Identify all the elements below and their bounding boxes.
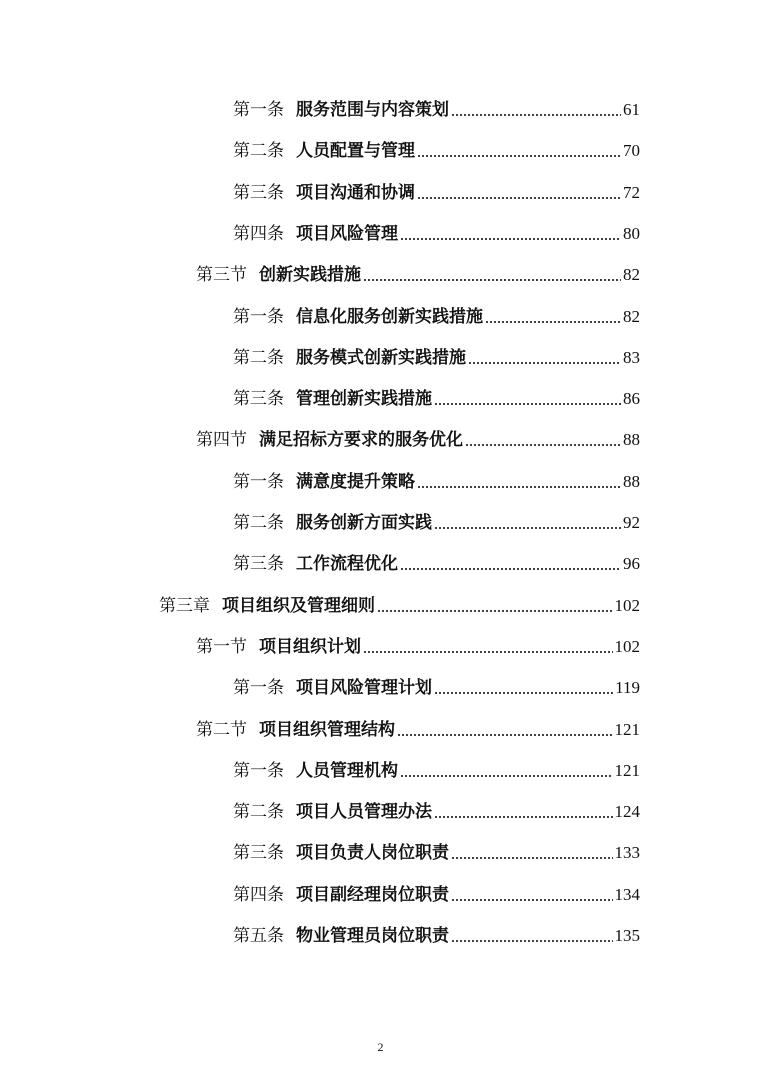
toc-entry-label: 第一条 <box>233 306 284 327</box>
toc-entry-title: 项目组织管理结构 <box>259 719 395 740</box>
dot-leader <box>434 816 613 818</box>
dot-leader <box>485 321 621 323</box>
toc-entry-page: 72 <box>623 182 640 202</box>
toc-entry[interactable] <box>233 546 640 574</box>
toc-entry-page: 88 <box>623 430 640 450</box>
toc-entry-page: 83 <box>623 347 640 367</box>
dot-leader <box>400 238 621 240</box>
dot-leader <box>451 940 613 942</box>
toc-entry-title: 项目组织计划 <box>259 636 361 657</box>
dot-leader <box>417 486 621 488</box>
toc-entry-title: 工作流程优化 <box>296 554 398 575</box>
toc-entry-title: 满足招标方要求的服务优化 <box>259 430 463 451</box>
toc-entry[interactable] <box>233 877 640 905</box>
toc-entry-title: 项目人员管理办法 <box>296 802 432 823</box>
toc-entry-page: 134 <box>614 884 640 904</box>
toc-entry-page: 86 <box>623 389 640 409</box>
toc-entry-title: 服务范围与内容策划 <box>296 100 449 120</box>
toc-entry-title: 项目风险管理 <box>296 223 398 244</box>
dot-leader <box>400 568 621 570</box>
toc-entry-page: 82 <box>623 265 640 285</box>
toc-entry-title: 服务模式创新实践措施 <box>296 347 466 368</box>
toc-entry[interactable] <box>196 712 640 740</box>
dot-leader <box>377 610 613 612</box>
toc-entry[interactable] <box>196 257 640 285</box>
dot-leader <box>417 197 621 199</box>
toc-entry-title: 物业管理员岗位职责 <box>296 926 449 946</box>
toc-entry[interactable] <box>196 629 640 657</box>
toc-entry-page: 135 <box>614 926 640 945</box>
toc-entry[interactable] <box>233 133 640 161</box>
toc-entry-label: 第三条 <box>233 389 284 410</box>
toc-entry[interactable] <box>233 299 640 327</box>
toc-entry[interactable] <box>233 794 640 822</box>
toc-entry-label: 第五条 <box>233 926 284 946</box>
toc-entry-title: 人员管理机构 <box>296 760 398 781</box>
toc-entry-label: 第三章 <box>159 595 210 616</box>
toc-entry-page: 88 <box>623 471 640 491</box>
toc-entry-label: 第二节 <box>196 719 247 740</box>
toc-entry-label: 第三条 <box>233 554 284 575</box>
toc-entry-label: 第二条 <box>233 802 284 823</box>
toc-entry-title: 信息化服务创新实践措施 <box>296 306 483 327</box>
toc-entry-title: 满意度提升策略 <box>296 471 415 492</box>
toc-entry[interactable] <box>233 381 640 409</box>
toc-entry-label: 第一条 <box>233 678 284 699</box>
toc-entry-page: 70 <box>623 141 640 161</box>
toc-entry-title: 项目负责人岗位职责 <box>296 843 449 864</box>
toc-entry[interactable] <box>233 216 640 244</box>
dot-leader <box>451 857 613 859</box>
toc-entry-label: 第一条 <box>233 760 284 781</box>
toc-entry-title: 项目组织及管理细则 <box>222 595 375 616</box>
toc-entry[interactable] <box>196 422 640 450</box>
toc-entry[interactable] <box>233 464 640 492</box>
toc-entry[interactable] <box>159 588 640 616</box>
toc-entry-page: 133 <box>614 843 640 863</box>
toc-entry[interactable] <box>233 753 640 781</box>
toc-entry-label: 第二条 <box>233 141 284 162</box>
toc-entry-label: 第三条 <box>233 843 284 864</box>
dot-leader <box>400 775 613 777</box>
dot-leader <box>363 279 621 281</box>
toc-entry-title: 项目风险管理计划 <box>296 678 432 699</box>
toc-entry-page: 102 <box>614 636 640 656</box>
toc-entry-page: 61 <box>623 100 640 119</box>
toc-entry[interactable] <box>233 92 640 120</box>
toc-entry-title: 服务创新方面实践 <box>296 513 432 533</box>
toc-entry-label: 第四条 <box>233 884 284 905</box>
toc-entry-label: 第三条 <box>233 182 284 203</box>
dot-leader <box>434 527 621 529</box>
toc-entry[interactable] <box>233 505 640 533</box>
toc-entry-page: 121 <box>614 719 640 739</box>
toc-entry-page: 80 <box>623 223 640 243</box>
page-number: 2 <box>377 1040 384 1054</box>
toc-entry-label: 第二条 <box>233 347 284 368</box>
toc-entry-page: 96 <box>623 554 640 574</box>
toc-entry-title: 创新实践措施 <box>259 265 361 286</box>
toc-entry-label: 第一节 <box>196 636 247 657</box>
toc-entry-label: 第一条 <box>233 471 284 492</box>
toc-entry-label: 第一条 <box>233 100 284 120</box>
toc-entry-page: 82 <box>623 306 640 326</box>
toc-entry-title: 管理创新实践措施 <box>296 389 432 410</box>
toc-entry-page: 124 <box>614 802 640 822</box>
dot-leader <box>434 403 621 405</box>
toc-entry-label: 第二条 <box>233 513 284 533</box>
dot-leader <box>363 651 613 653</box>
toc-entry[interactable] <box>233 670 640 698</box>
dot-leader <box>397 734 613 736</box>
toc-entry[interactable] <box>233 340 640 368</box>
toc-entry-page: 102 <box>614 595 640 615</box>
toc-entry-label: 第四节 <box>196 430 247 451</box>
toc-entry-title: 项目副经理岗位职责 <box>296 884 449 905</box>
dot-leader <box>468 362 621 364</box>
toc-entry[interactable] <box>233 918 640 946</box>
toc-entry-page: 92 <box>623 513 640 532</box>
dot-leader <box>451 114 621 116</box>
dot-leader <box>465 444 621 446</box>
dot-leader <box>451 899 613 901</box>
toc-entry-label: 第三节 <box>196 265 247 286</box>
toc-entry-page: 119 <box>615 678 640 698</box>
dot-leader <box>417 155 621 157</box>
toc-entry-page: 121 <box>614 760 640 780</box>
dot-leader <box>434 692 613 694</box>
toc-entry[interactable] <box>233 175 640 203</box>
toc-entry-title: 人员配置与管理 <box>296 141 415 162</box>
toc-entry-label: 第四条 <box>233 223 284 244</box>
toc-entry[interactable] <box>233 835 640 863</box>
toc-entry-title: 项目沟通和协调 <box>296 182 415 203</box>
